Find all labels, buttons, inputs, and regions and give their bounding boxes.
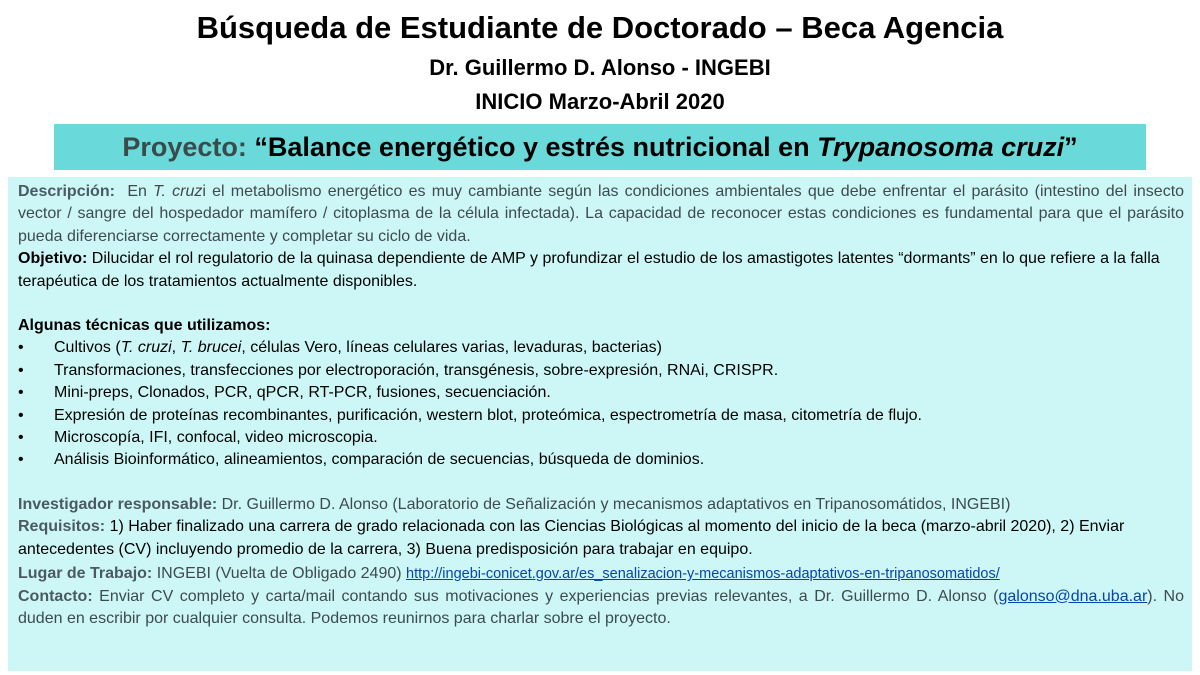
description-label: Descripción: [18,183,115,200]
culture-post: , células Vero, líneas celulares varias, levaduras, bacterias) [241,339,662,357]
objective-text: Dilucidar el rol regulatorio de la quinasa dependiente de AMP y profundizar el estudio de los amastigotes latentes “dormants” en lo que refiere a la falla terapéutica de los tratamientos actualmente disponibles. [18,250,1160,290]
requirements-paragraph [18,516,1184,561]
contact-paragraph [18,586,1184,631]
requirements-label: Requisitos: [18,518,106,536]
description-text: i el metabolismo energético es muy cambiante según las condiciones ambientales que debe enfrentar el parásito (intestino del insecto vector / sangre del hospedador mamífero / citoplasma de la célula infectada). La capacidad de reconocer estas condiciones es fundamental para que el parásito pueda diferenciarse correctamente y completar su ciclo de vida. [18,183,1185,245]
list-item [18,405,1184,427]
investigator-paragraph [18,494,1184,516]
description-paragraph [18,181,1184,248]
contact-text-after: ). No duden en escribir por cualquier consulta. Podemos reunirnos para charlar sobre el proyecto. [18,587,1184,627]
list-item [18,360,1184,382]
project-title: Balance energético y estrés nutricional en [267,132,818,162]
culture-sep: , [171,339,181,357]
bullet-icon: • [18,384,24,402]
spacer [18,472,1184,494]
project-open-quote: “ [254,132,268,162]
start-date-subtitle: INICIO Marzo-Abril 2020 [475,89,725,114]
bullet-icon: • [18,429,24,447]
workplace-link[interactable]: http://ingebi-conicet.gov.ar/es_senalizacion-y-mecanismos-adaptativos-en-tripanosomatidos/ [406,566,1000,583]
content-panel [8,177,1192,671]
bullet-icon: • [18,339,24,357]
spacer [18,293,1184,315]
technique-text: Microscopía, IFI, confocal, video microscopia. [54,429,378,447]
workplace-label: Lugar de Trabajo: [18,565,153,583]
culture-organism-2: T. brucei [180,339,242,357]
bullet-icon: • [18,361,24,379]
list-item [18,427,1184,449]
bullet-icon: • [18,406,24,424]
technique-text: Mini-preps, Clonados, PCR, qPCR, RT-PCR, fusiones, secuenciación. [54,384,551,402]
list-item [18,382,1184,404]
techniques-heading: Algunas técnicas que utilizamos: [18,317,271,335]
culture-pre: Cultivos ( [54,339,121,357]
bullet-icon: • [18,451,24,469]
requirements-text: 1) Haber finalizado una carrera de grado relacionada con las Ciencias Biológicas al momento del inicio de la beca (marzo-abril 2020), 2) Enviar antecedentes (CV) incluyendo promedio de la carrera, 3) Buena predisposición para trabajar en equipo. [18,518,1125,558]
technique-text: Expresión de proteínas recombinantes, purificación, western blot, proteómica, espectrometría de masa, citometría de flujo. [54,406,922,424]
techniques-list [18,337,1184,471]
technique-text: Transformaciones, transfecciones por electroporación, transgénesis, sobre-expresión, RNAi, CRISPR. [54,361,779,379]
list-item [18,337,1184,359]
project-organism: Trypanosoma cruzi [817,132,1065,162]
page-title: Búsqueda de Estudiante de Doctorado – Beca Agencia [196,10,1004,45]
contact-email-link[interactable]: galonso@dna.uba.ar [998,587,1148,605]
culture-organism-1: T. cruzi [120,339,172,357]
content-body [18,181,1184,630]
technique-text: Análisis Bioinformático, alineamientos, comparación de secuencias, búsqueda de dominios. [54,451,705,469]
investigator-label: Investigador responsable: [18,495,218,513]
investigator-subtitle: Dr. Guillermo D. Alonso - INGEBI [429,55,771,80]
investigator-text: Dr. Guillermo D. Alonso (Laboratorio de Señalización y mecanismos adaptativos en Tripanosomátidos, INGEBI) [217,495,1011,513]
contact-text: Enviar CV completo y carta/mail contando sus motivaciones y experiencias previas relevantes, a Dr. Guillermo D. Alonso ( [92,587,999,605]
objective-label: Objetivo: [18,250,88,268]
workplace-paragraph [18,563,1184,585]
contact-label: Contacto: [18,587,93,605]
project-close-quote: ” [1064,132,1078,162]
description-pre: En [127,183,154,200]
project-prefix: Proyecto: [122,132,255,162]
workplace-text: INGEBI (Vuelta de Obligado 2490) [152,565,407,583]
project-banner [54,124,1146,170]
objective-paragraph [18,248,1184,293]
description-organism: T. cruz [153,183,203,200]
list-item [18,449,1184,471]
